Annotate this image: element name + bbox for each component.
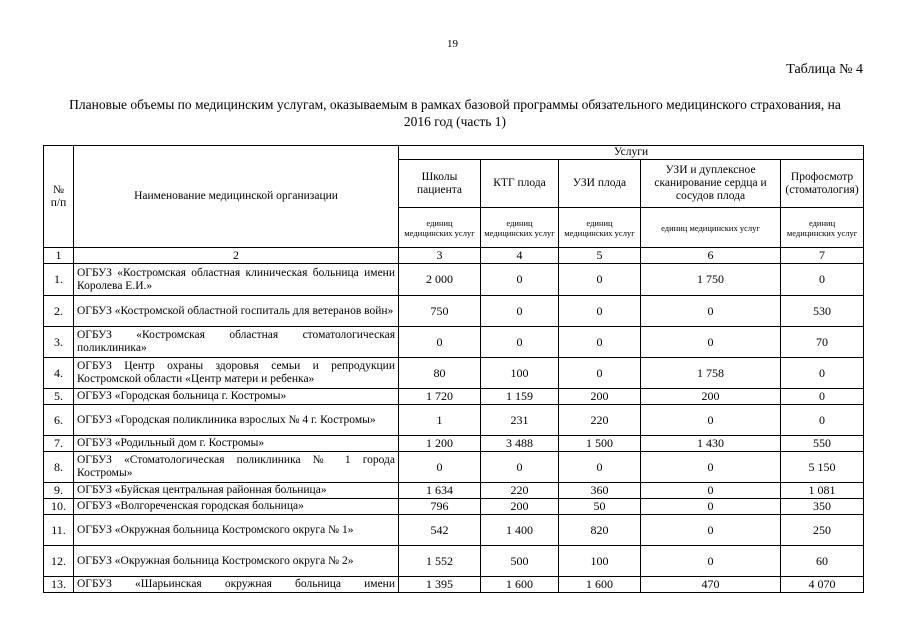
org-name: ОГБУЗ «Городская поликлиника взрослых № 4 г. Костромы» — [74, 405, 399, 436]
value-cell: 1 395 — [399, 577, 481, 593]
value-cell: 0 — [781, 358, 864, 389]
table-row — [44, 452, 864, 483]
header-services: Услуги — [399, 146, 864, 160]
value-cell: 542 — [399, 515, 481, 546]
table-row — [44, 405, 864, 436]
header-service-school: Школы пациента — [399, 160, 481, 208]
org-name: ОГБУЗ «Костромская областная клиническая больница имени Королева Е.И.» — [74, 264, 399, 296]
org-name: ОГБУЗ «Окружная больница Костромского округа № 1» — [74, 515, 399, 546]
header-service-checkup: Профосмотр (стоматология) — [781, 160, 864, 208]
value-cell: 1 159 — [481, 389, 559, 405]
table-row — [44, 515, 864, 546]
value-cell: 0 — [641, 515, 781, 546]
column-number: 2 — [74, 248, 399, 264]
value-cell: 1 758 — [641, 358, 781, 389]
org-name: ОГБУЗ «Стоматологическая поликлиника № 1 города Костромы» — [74, 452, 399, 483]
value-cell: 1 750 — [641, 264, 781, 296]
value-cell: 1 634 — [399, 483, 481, 499]
header-service-uzi-duplex: УЗИ и дуплексное сканирование сердца и сосудов плода — [641, 160, 781, 208]
org-name: ОГБУЗ «Шарьинская окружная больница имени — [74, 577, 399, 593]
page-number: 19 — [447, 38, 458, 50]
org-name: ОГБУЗ «Костромская областная стоматологическая поликлиника» — [74, 327, 399, 358]
value-cell: 1 600 — [481, 577, 559, 593]
column-number: 1 — [44, 248, 74, 264]
row-number: 11. — [44, 515, 74, 546]
table-row — [44, 327, 864, 358]
value-cell: 220 — [481, 483, 559, 499]
value-cell: 0 — [481, 327, 559, 358]
org-name: ОГБУЗ «Родильный дом г. Костромы» — [74, 436, 399, 452]
row-number: 9. — [44, 483, 74, 499]
value-cell: 1 552 — [399, 546, 481, 577]
value-cell: 200 — [559, 389, 641, 405]
column-number: 5 — [559, 248, 641, 264]
unit-label: единиц медицинских услуг — [781, 208, 864, 248]
value-cell: 60 — [781, 546, 864, 577]
value-cell: 200 — [481, 499, 559, 515]
value-cell: 0 — [559, 358, 641, 389]
org-name: ОГБУЗ Центр охраны здоровья семьи и репродукции Костромской области «Центр матери и ребенка» — [74, 358, 399, 389]
header-service-uzi: УЗИ плода — [559, 160, 641, 208]
value-cell: 1 200 — [399, 436, 481, 452]
org-name: ОГБУЗ «Городская больница г. Костромы» — [74, 389, 399, 405]
value-cell: 350 — [781, 499, 864, 515]
org-name: ОГБУЗ «Буйская центральная районная больница» — [74, 483, 399, 499]
org-name: ОГБУЗ «Волгореченская городская больница» — [74, 499, 399, 515]
value-cell: 1 600 — [559, 577, 641, 593]
unit-label: единиц медицинских услуг — [559, 208, 641, 248]
row-number: 7. — [44, 436, 74, 452]
value-cell: 0 — [641, 483, 781, 499]
value-cell: 1 081 — [781, 483, 864, 499]
value-cell: 100 — [559, 546, 641, 577]
value-cell: 0 — [559, 264, 641, 296]
header-service-ktg: КТГ плода — [481, 160, 559, 208]
value-cell: 750 — [399, 296, 481, 327]
value-cell: 0 — [641, 327, 781, 358]
value-cell: 0 — [559, 452, 641, 483]
row-number: 1. — [44, 264, 74, 296]
volumes-table — [43, 145, 864, 593]
column-numbers-row — [44, 248, 864, 264]
value-cell: 231 — [481, 405, 559, 436]
value-cell: 3 488 — [481, 436, 559, 452]
value-cell: 100 — [481, 358, 559, 389]
table-row — [44, 499, 864, 515]
column-number: 6 — [641, 248, 781, 264]
value-cell: 200 — [641, 389, 781, 405]
value-cell: 1 — [399, 405, 481, 436]
table-row — [44, 389, 864, 405]
value-cell: 250 — [781, 515, 864, 546]
row-number: 6. — [44, 405, 74, 436]
value-cell: 70 — [781, 327, 864, 358]
value-cell: 1 400 — [481, 515, 559, 546]
row-number: 8. — [44, 452, 74, 483]
value-cell: 0 — [641, 499, 781, 515]
column-number: 7 — [781, 248, 864, 264]
value-cell: 0 — [781, 389, 864, 405]
value-cell: 820 — [559, 515, 641, 546]
column-number: 4 — [481, 248, 559, 264]
value-cell: 1 500 — [559, 436, 641, 452]
value-cell: 0 — [399, 327, 481, 358]
value-cell: 0 — [559, 327, 641, 358]
value-cell: 4 070 — [781, 577, 864, 593]
value-cell: 0 — [399, 452, 481, 483]
value-cell: 1 430 — [641, 436, 781, 452]
row-number: 5. — [44, 389, 74, 405]
value-cell: 0 — [641, 405, 781, 436]
value-cell: 470 — [641, 577, 781, 593]
value-cell: 500 — [481, 546, 559, 577]
value-cell: 0 — [641, 296, 781, 327]
row-number: 3. — [44, 327, 74, 358]
header-num: № п/п — [44, 146, 74, 248]
value-cell: 360 — [559, 483, 641, 499]
table-row — [44, 577, 864, 593]
value-cell: 0 — [481, 452, 559, 483]
row-number: 4. — [44, 358, 74, 389]
value-cell: 0 — [481, 264, 559, 296]
value-cell: 0 — [781, 264, 864, 296]
org-name: ОГБУЗ «Костромской областной госпиталь для ветеранов войн» — [74, 296, 399, 327]
value-cell: 80 — [399, 358, 481, 389]
unit-label: единиц медицинских услуг — [481, 208, 559, 248]
unit-label: единиц медицинских услуг — [399, 208, 481, 248]
table-label: Таблица № 4 — [786, 62, 863, 77]
row-number: 12. — [44, 546, 74, 577]
document-title: Плановые объемы по медицинским услугам, оказываемым в рамках базовой программы обязательного медицинского страхования, на 2016 год (часть 1) — [69, 97, 841, 129]
table-row — [44, 264, 864, 296]
table-row — [44, 296, 864, 327]
unit-label: единиц медицинских услуг — [641, 208, 781, 248]
value-cell: 530 — [781, 296, 864, 327]
table-row — [44, 483, 864, 499]
table-row — [44, 546, 864, 577]
value-cell: 0 — [481, 296, 559, 327]
value-cell: 1 720 — [399, 389, 481, 405]
value-cell: 550 — [781, 436, 864, 452]
value-cell: 0 — [781, 405, 864, 436]
row-number: 13. — [44, 577, 74, 593]
value-cell: 50 — [559, 499, 641, 515]
table-row — [44, 436, 864, 452]
row-number: 2. — [44, 296, 74, 327]
value-cell: 5 150 — [781, 452, 864, 483]
value-cell: 796 — [399, 499, 481, 515]
column-number: 3 — [399, 248, 481, 264]
value-cell: 0 — [641, 546, 781, 577]
org-name: ОГБУЗ «Окружная больница Костромского округа № 2» — [74, 546, 399, 577]
header-org: Наименование медицинской организации — [74, 146, 399, 248]
value-cell: 220 — [559, 405, 641, 436]
table-row — [44, 358, 864, 389]
row-number: 10. — [44, 499, 74, 515]
value-cell: 0 — [559, 296, 641, 327]
value-cell: 2 000 — [399, 264, 481, 296]
value-cell: 0 — [641, 452, 781, 483]
